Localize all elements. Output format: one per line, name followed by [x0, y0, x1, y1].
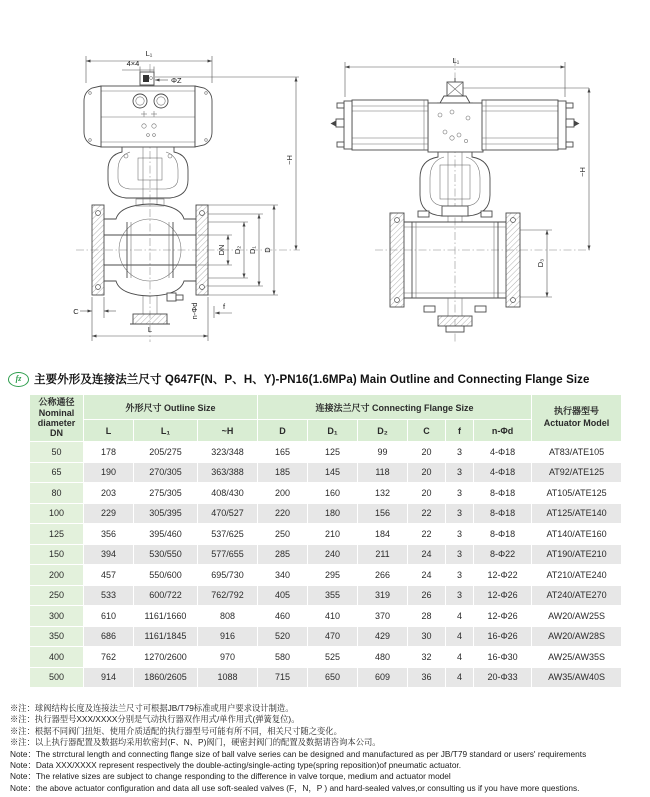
- value-cell: 266: [358, 565, 408, 586]
- actuator-cell: AT92/ATE125: [532, 462, 622, 483]
- value-cell: 20: [408, 483, 446, 504]
- notes: [10, 703, 646, 794]
- technical-drawings: [0, 0, 650, 362]
- note-line: ※注：以上执行器配置及数据均采用软密封(F、N、P)阀门，硬密封阀门的配置及数据请咨询本公司。: [10, 737, 381, 748]
- value-cell: 16-Φ26: [474, 626, 532, 647]
- note-line: Note：The strrctural length and connecting flange size of ball valve series can be designed and manufactured as per JB/T79 standard or users' requirements: [10, 748, 587, 759]
- value-cell: 12-Φ26: [474, 585, 532, 606]
- header-col-nphid: n-Φd: [474, 420, 532, 442]
- table-row: [30, 462, 622, 483]
- section-title: 主要外形及连接法兰尺寸 Q647F(N、P、H、Y)-PN16(1.6MPa) Main Outline and Connecting Flange Size: [34, 374, 590, 386]
- note-line: Note：The relative sizes are subject to change responding to the difference in valve torque, medium and actuator model: [10, 771, 451, 782]
- dim-label-l1-front: L₁: [145, 49, 153, 58]
- note-line: Note：Data XXX/XXXX represent respectively the double-acting/single-acting type(spring reposition)of pneumatic actuator.: [10, 760, 462, 771]
- value-cell: 4: [446, 606, 474, 627]
- value-cell: 715: [258, 667, 308, 688]
- actuator-cell: AT140/ATE160: [532, 524, 622, 545]
- value-cell: 20-Φ33: [474, 667, 532, 688]
- value-cell: 405: [258, 585, 308, 606]
- value-cell: 3: [446, 442, 474, 463]
- value-cell: 22: [408, 524, 446, 545]
- value-cell: 370: [358, 606, 408, 627]
- actuator-cell: AT125/ATE140: [532, 503, 622, 524]
- dim-label-d1: D₁: [248, 246, 257, 254]
- value-cell: 610: [84, 606, 134, 627]
- dimension-table: [29, 394, 622, 688]
- value-cell: 220: [258, 503, 308, 524]
- header-col-D2: D₂: [358, 420, 408, 442]
- value-cell: 577/655: [198, 544, 258, 565]
- actuator-cell: AW25/AW35S: [532, 647, 622, 668]
- value-cell: 408/430: [198, 483, 258, 504]
- value-cell: 363/388: [198, 462, 258, 483]
- value-cell: 132: [358, 483, 408, 504]
- dn-cell: 100: [30, 503, 84, 524]
- value-cell: 1161/1845: [134, 626, 198, 647]
- value-cell: 1860/2605: [134, 667, 198, 688]
- dim-label-h-side: ~H: [578, 167, 587, 177]
- table-row: [30, 606, 622, 627]
- header-col-D: D: [258, 420, 308, 442]
- dn-cell: 500: [30, 667, 84, 688]
- value-cell: 250: [258, 524, 308, 545]
- value-cell: 808: [198, 606, 258, 627]
- header-col-L: L: [84, 420, 134, 442]
- value-cell: 970: [198, 647, 258, 668]
- value-cell: 270/305: [134, 462, 198, 483]
- header-col-D1: D₁: [308, 420, 358, 442]
- value-cell: 275/305: [134, 483, 198, 504]
- note-line: ※注：球阀结构长度及连接法兰尺寸可根据JB/T79标准或用户要求设计制造。: [10, 703, 294, 713]
- header-outline-size: 外形尺寸 Outline Size: [84, 395, 258, 420]
- table-row: [30, 565, 622, 586]
- value-cell: 686: [84, 626, 134, 647]
- dim-label-l1-side: L₁: [452, 56, 460, 65]
- header-col-H: ~H: [198, 420, 258, 442]
- dim-label-d2: D₂: [233, 245, 242, 255]
- header-dn-line: DN: [50, 428, 63, 439]
- value-cell: 533: [84, 585, 134, 606]
- value-cell: 4: [446, 626, 474, 647]
- value-cell: 20: [408, 442, 446, 463]
- value-cell: 530/550: [134, 544, 198, 565]
- dim-label-dn: DN: [217, 244, 226, 256]
- value-cell: 914: [84, 667, 134, 688]
- value-cell: 323/348: [198, 442, 258, 463]
- actuator-cell: AW35/AW40S: [532, 667, 622, 688]
- value-cell: 1270/2600: [134, 647, 198, 668]
- value-cell: 145: [308, 462, 358, 483]
- value-cell: 165: [258, 442, 308, 463]
- value-cell: 156: [358, 503, 408, 524]
- table-row: [30, 483, 622, 504]
- table-body: [30, 442, 622, 688]
- value-cell: 356: [84, 524, 134, 545]
- header-flange-size: 连接法兰尺寸 Connecting Flange Size: [258, 395, 532, 420]
- table-row: [30, 544, 622, 565]
- value-cell: 12-Φ22: [474, 565, 532, 586]
- value-cell: 24: [408, 544, 446, 565]
- value-cell: 4-Φ18: [474, 462, 532, 483]
- actuator-cell: AT210/ATE240: [532, 565, 622, 586]
- table-row: [30, 442, 622, 463]
- header-col-C: C: [408, 420, 446, 442]
- header-dn-line: 公称通径: [38, 397, 75, 408]
- value-cell: 99: [358, 442, 408, 463]
- value-cell: 3: [446, 565, 474, 586]
- dim-label-c: C: [73, 307, 79, 316]
- value-cell: 305/395: [134, 503, 198, 524]
- value-cell: 3: [446, 544, 474, 565]
- value-cell: 16-Φ30: [474, 647, 532, 668]
- value-cell: 178: [84, 442, 134, 463]
- value-cell: 205/275: [134, 442, 198, 463]
- value-cell: 28: [408, 606, 446, 627]
- value-cell: 3: [446, 483, 474, 504]
- header-dn-line: diameter: [37, 418, 76, 428]
- actuator-cell: AT105/ATE125: [532, 483, 622, 504]
- value-cell: 295: [308, 565, 358, 586]
- value-cell: 3: [446, 585, 474, 606]
- value-cell: 429: [358, 626, 408, 647]
- value-cell: 3: [446, 524, 474, 545]
- table-row: [30, 626, 622, 647]
- value-cell: 20: [408, 462, 446, 483]
- value-cell: 210: [308, 524, 358, 545]
- value-cell: 319: [358, 585, 408, 606]
- value-cell: 4: [446, 647, 474, 668]
- table-row: [30, 647, 622, 668]
- value-cell: 550/600: [134, 565, 198, 586]
- actuator-cell: AW20/AW28S: [532, 626, 622, 647]
- dim-label-nphid: n-Φd: [190, 302, 199, 320]
- value-cell: 525: [308, 647, 358, 668]
- table-row: [30, 585, 622, 606]
- dim-label-h-front: ~H: [285, 155, 294, 165]
- dn-cell: 300: [30, 606, 84, 627]
- table-row: [30, 503, 622, 524]
- table-row: [30, 667, 622, 688]
- value-cell: 3: [446, 503, 474, 524]
- value-cell: 395/460: [134, 524, 198, 545]
- value-cell: 8-Φ18: [474, 503, 532, 524]
- dn-cell: 50: [30, 442, 84, 463]
- value-cell: 520: [258, 626, 308, 647]
- header-col-L1: L₁: [134, 420, 198, 442]
- value-cell: 762: [84, 647, 134, 668]
- value-cell: 8-Φ22: [474, 544, 532, 565]
- dim-label-f: f: [222, 302, 226, 311]
- dn-cell: 125: [30, 524, 84, 545]
- header-dn-line: Nominal: [38, 407, 75, 418]
- dn-cell: 350: [30, 626, 84, 647]
- dim-label-l: L: [147, 325, 153, 334]
- value-cell: 480: [358, 647, 408, 668]
- value-cell: 203: [84, 483, 134, 504]
- value-cell: 3: [446, 462, 474, 483]
- brand-logo-text: fz: [15, 374, 22, 383]
- dn-cell: 250: [30, 585, 84, 606]
- value-cell: 355: [308, 585, 358, 606]
- value-cell: 24: [408, 565, 446, 586]
- value-cell: 30: [408, 626, 446, 647]
- section-title-bar: [8, 368, 646, 390]
- value-cell: 185: [258, 462, 308, 483]
- side-view-drawing: [331, 56, 593, 342]
- value-cell: 125: [308, 442, 358, 463]
- value-cell: 457: [84, 565, 134, 586]
- front-view-drawing: [73, 49, 300, 342]
- value-cell: 4: [446, 667, 474, 688]
- header-actuator-line: Actuator Model: [543, 418, 610, 428]
- dim-label-d3: D₃: [536, 258, 545, 268]
- dn-cell: 150: [30, 544, 84, 565]
- value-cell: 1161/1660: [134, 606, 198, 627]
- value-cell: 410: [308, 606, 358, 627]
- value-cell: 4-Φ18: [474, 442, 532, 463]
- value-cell: 229: [84, 503, 134, 524]
- dim-label-4x4: 4×4: [126, 59, 140, 68]
- value-cell: 470/527: [198, 503, 258, 524]
- dim-label-phiz: ΦZ: [171, 76, 182, 85]
- value-cell: 650: [308, 667, 358, 688]
- note-line: ※注：根据不同阀门扭矩、使用介质适配的执行器型号可能有所不同，相关尺寸随之变化。: [10, 725, 342, 736]
- actuator-cell: AW20/AW25S: [532, 606, 622, 627]
- table-row: [30, 524, 622, 545]
- value-cell: 916: [198, 626, 258, 647]
- value-cell: 460: [258, 606, 308, 627]
- value-cell: 160: [308, 483, 358, 504]
- value-cell: 118: [358, 462, 408, 483]
- value-cell: 12-Φ26: [474, 606, 532, 627]
- value-cell: 762/792: [198, 585, 258, 606]
- value-cell: 36: [408, 667, 446, 688]
- header-actuator-model: [532, 395, 622, 442]
- header-nominal-diameter: [30, 395, 84, 442]
- value-cell: 394: [84, 544, 134, 565]
- value-cell: 340: [258, 565, 308, 586]
- value-cell: 32: [408, 647, 446, 668]
- value-cell: 285: [258, 544, 308, 565]
- value-cell: 200: [258, 483, 308, 504]
- dn-cell: 80: [30, 483, 84, 504]
- value-cell: 180: [308, 503, 358, 524]
- value-cell: 8-Φ18: [474, 524, 532, 545]
- value-cell: 1088: [198, 667, 258, 688]
- value-cell: 240: [308, 544, 358, 565]
- dn-cell: 65: [30, 462, 84, 483]
- dim-label-d: D: [263, 247, 272, 253]
- header-col-f: f: [446, 420, 474, 442]
- actuator-cell: AT190/ATE210: [532, 544, 622, 565]
- value-cell: 600/722: [134, 585, 198, 606]
- value-cell: 26: [408, 585, 446, 606]
- actuator-cell: AT83/ATE105: [532, 442, 622, 463]
- value-cell: 22: [408, 503, 446, 524]
- value-cell: 537/625: [198, 524, 258, 545]
- header-actuator-line: 执行器型号: [554, 406, 600, 417]
- actuator-cell: AT240/ATE270: [532, 585, 622, 606]
- brand-logo-icon: [8, 372, 29, 387]
- value-cell: 184: [358, 524, 408, 545]
- value-cell: 580: [258, 647, 308, 668]
- value-cell: 609: [358, 667, 408, 688]
- dn-cell: 200: [30, 565, 84, 586]
- note-line: ※注：执行器型号XXX/XXXX分别是气动执行器双作用式/单作用式(弹簧复位)。: [10, 714, 300, 725]
- value-cell: 211: [358, 544, 408, 565]
- value-cell: 8-Φ18: [474, 483, 532, 504]
- value-cell: 470: [308, 626, 358, 647]
- value-cell: 190: [84, 462, 134, 483]
- value-cell: 695/730: [198, 565, 258, 586]
- dn-cell: 400: [30, 647, 84, 668]
- note-line: Note：the above actuator configuration and data all use soft-sealed valves (F，N，P ) and hard-sealed valves,or consulting us if you have more questions.: [10, 782, 580, 793]
